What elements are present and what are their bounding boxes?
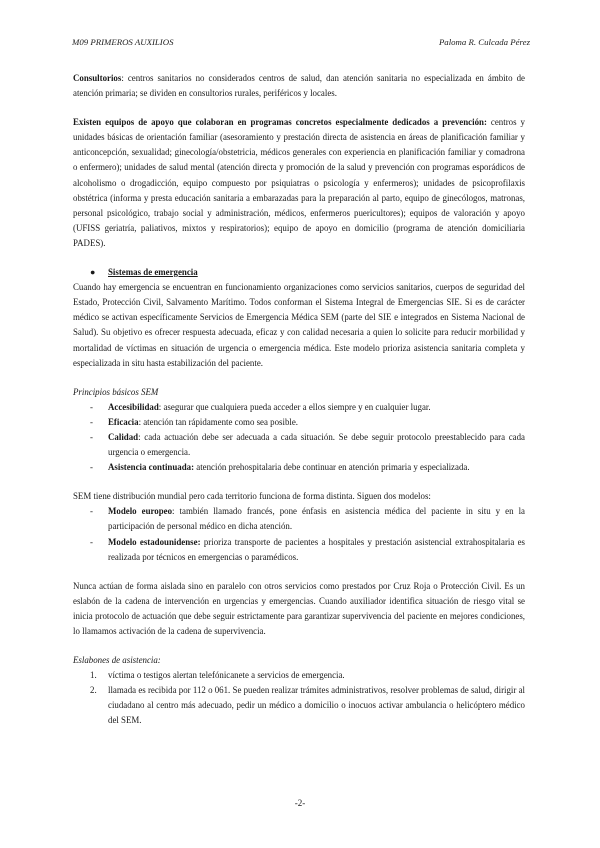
list-principios bbox=[73, 400, 525, 475]
paragraph-equipos-apoyo: Existen equipos de apoyo que colaboran en programas concretos especialmente dedicados a prevención: centros y unidades básicas de orientación familiar (asesoramiento y prestación directa de asistencia en áreas de planificación familiar y anticoncepción, sexualidad; ginecología/obstetricia, médicos generales con experiencia en planificación familiar y comadrona o enfermero); unidades de salud mental (atención directa y promoción de la salud y prevención con programas esporádicos de alcoholismo o drogadicción, equipo compuesto por psiquiatras o psicología y enfermeros); unidades de psicoprofilaxis obstétrica (informa y presta educación sanitaria a embarazadas para la preparación al parto, equipo de ginecólogos, matronas, personal psicológico, trabajo social y administración, médicos, enfermeros puericultores); equipos de valoración y apoyo (UFISS geriatría, paliativos, mixtos y respiratorios); equipo de apoyo en domicilio (programa de atención domiciliaria PADES). bbox=[73, 117, 525, 248]
list-item: - Modelo estadounidense: prioriza transporte de pacientes a hospitales y prestación asistencial extrahospitalaria es realizada por técnicos en emergencias o paramédicos. bbox=[90, 536, 525, 562]
term-equipos-apoyo: Existen equipos de apoyo que colaboran en programas concretos especialmente dedicados a prevención: bbox=[73, 117, 487, 128]
list-item: - Asistencia continuada: atención prehospitalaria debe continuar en atención primaria y especializada. bbox=[90, 462, 470, 473]
subheading-eslabones: Eslabones de asistencia: bbox=[73, 655, 161, 666]
list-item: - Calidad: cada actuación debe ser adecuada a cada situación. Se debe seguir protocolo preestablecido para cada urgencia o emergencia. bbox=[90, 431, 525, 458]
paragraph-sistemas: Cuando hay emergencia se encuentran en funcionamiento organizaciones como servicios sanitarios, cuerpos de seguridad del Estado, Protección Civil, Salvamento Marítimo. Todos conforman el Sistema Integral de Emergencias SIE. Si es de carácter médico se activan específicamente Servicios de Emergencia Médica SEM (parte del SIE e integrados en Sistema Nacional de Salud). Su objetivo es ofrecer respuesta adecuada, eficaz y con calidad necesaria a quien lo solicite para reducir morbilidad y mortalidad de víctimas en situación de urgencia o emergencia médica. Este modelo prioriza asistencia sanitaria completa y especializada in situ hasta estabilización del paciente. bbox=[73, 282, 525, 368]
page-number: -2- bbox=[294, 798, 306, 808]
header-author: Paloma R. Culcada Pérez bbox=[438, 37, 530, 47]
list-eslabones bbox=[73, 668, 525, 728]
list-modelos bbox=[73, 504, 525, 564]
term-consultorios: Consultorios bbox=[73, 73, 122, 83]
list-item: 2. llamada es recibida por 112 o 061. Se pueden realizar trámites administrativos, resolver problemas de salud, dirigir al ciudadano al centro más adecuado, pedir un médico a domicilio o inocuos activar ambulancia o helicóptero médico del SEM. bbox=[90, 685, 525, 726]
section-heading-sistemas bbox=[73, 265, 525, 280]
page-content bbox=[73, 71, 525, 729]
subheading-principios: Principios básicos SEM bbox=[73, 386, 159, 397]
bullet-icon: ● bbox=[90, 267, 96, 278]
list-item: - Modelo europeo: también llamado francés, pone énfasis en asistencia médica del paciente in situ y en la participación de personal médico en dicha atención. bbox=[90, 506, 525, 532]
header-course-title: M09 PRIMEROS AUXILIOS bbox=[72, 37, 174, 47]
paragraph-modelos-intro: SEM tiene distribución mundial pero cada territorio funciona de forma distinta. Siguen dos modelos: bbox=[73, 491, 431, 502]
list-item: - Eficacia: atención tan rápidamente como sea posible. bbox=[90, 416, 299, 427]
list-item: - Accesibilidad: asegurar que cualquiera pueda acceder a ellos siempre y en cualquier lugar. bbox=[90, 401, 431, 412]
list-item: 1. víctima o testigos alertan telefónicanete a servicios de emergencia. bbox=[90, 670, 345, 681]
section-title-sistemas: Sistemas de emergencia bbox=[108, 267, 198, 278]
paragraph-consultorios: Consultorios: centros sanitarios no considerados centros de salud, dan atención sanitaria no especializada en ámbito de atención primaria; se dividen en consultorios rurales, periféricos y locales. bbox=[73, 73, 525, 99]
paragraph-cadena-supervivencia: Nunca actúan de forma aislada sino en paralelo con otros servicios como prestados por Cruz Roja o Protección Civil. Es un eslabón de la cadena de intervención en urgencias y emergencias. Cuando auxiliador identifica situación de riesgo vital se inicia protocolo de actuación que debe seguir estrictamente para garantizar supervivencia del paciente en mejores condiciones, lo llamamos activación de la cadena de supervivencia. bbox=[73, 580, 525, 636]
